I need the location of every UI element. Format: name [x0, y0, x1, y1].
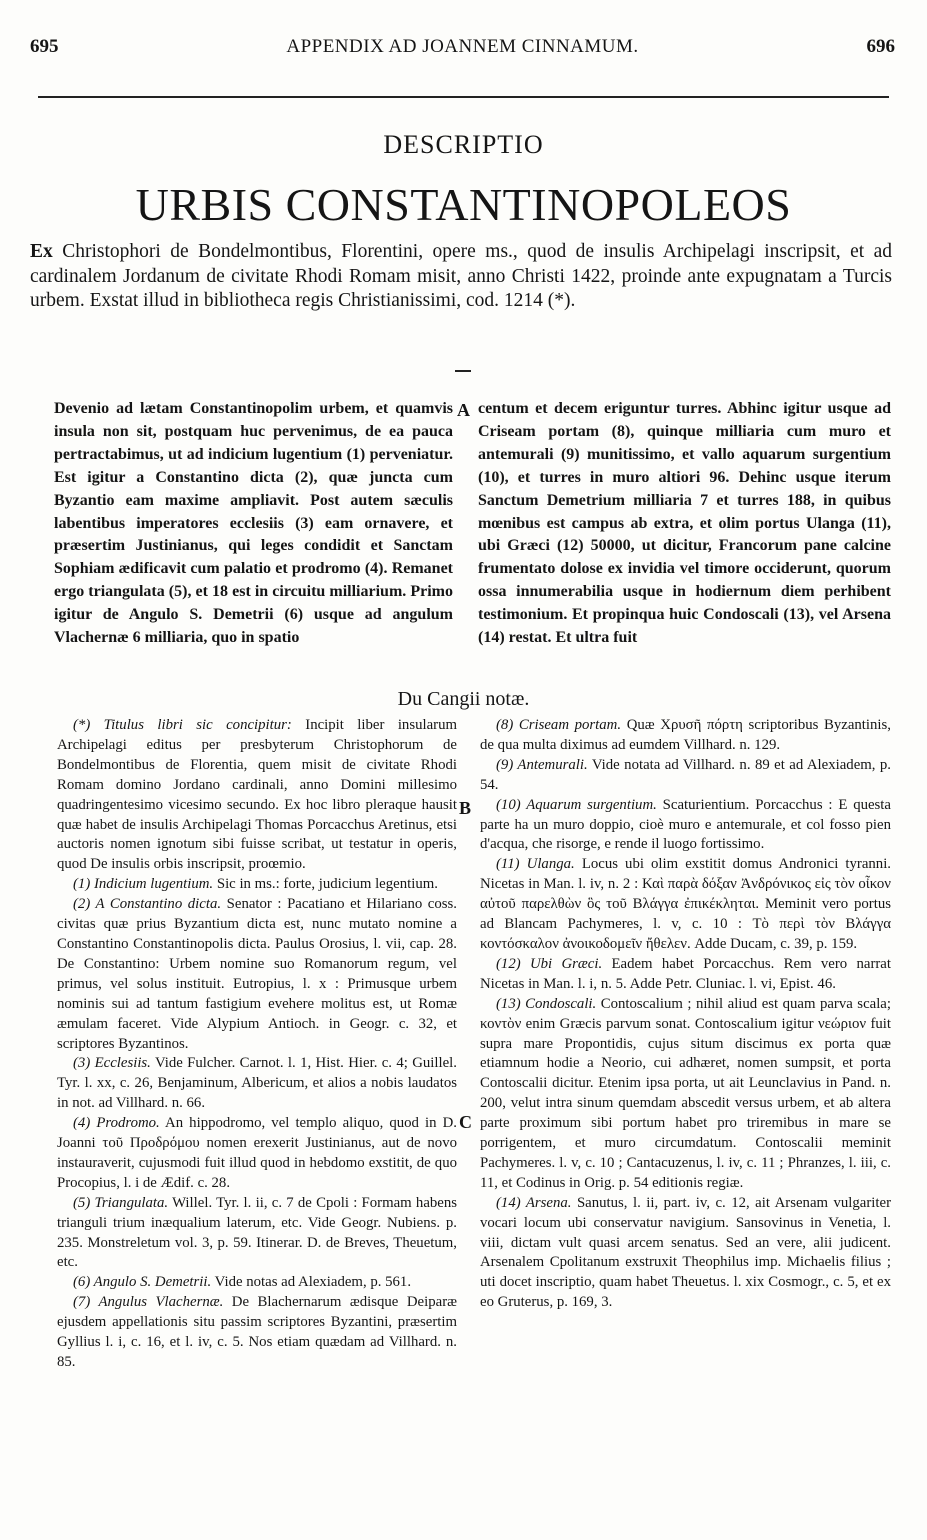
footnote [57, 716, 457, 875]
footnote [57, 1194, 457, 1274]
footnote [57, 1114, 457, 1194]
footnote [57, 1273, 457, 1293]
margin-letter-b: B [459, 798, 472, 818]
footnote-text: Vide Fulcher. Carnot. l. 1, Hist. Hier. c. 4; Guillel. Tyr. l. xx, c. 26, Benjaminum, Albericum, et alios a nobis laudatos in not. ad Villhard. n. 66. [57, 1055, 457, 1112]
footnote [57, 1293, 457, 1373]
footnote-lead: (5) Triangulata. [73, 1194, 169, 1211]
notes-column-left [57, 716, 457, 1491]
footnote-lead: (1) Indicium lugentium. [73, 876, 214, 893]
footnote-lead: (7) Angulus Vlachernæ. [73, 1294, 224, 1311]
footnote [57, 895, 457, 1054]
intro-paragraph [30, 240, 892, 314]
footnote [480, 756, 891, 796]
footnote [480, 955, 891, 995]
footnote-text: De Blachernarum ædisque Deiparæ ejusdem appellationis situ passim scriptores Byzantini, præsertim Gyllius l. i, c. 16, et l. iv, c. 5. Nos etiam quædam ad Villhard. n. 85. [57, 1294, 457, 1370]
footnote-text: Contoscalium ; nihil aliud est quam parva scala; κοντὸν enim Græcis parvum sonat. Contoscalium igitur νεώριον fuit supra mare Propontidis, cujus situm discimus ex porta quæ etiamnum hodie a Neorio, cui adhæret, nomen sumpsit, et porta Contoscalii dicitur. Etenim ipsa porta, ut ait Leunclavius in Pand. n. 200, velut intra sinum quemdam abscedit versus urbem, et ab altera parte proximum sibi portum habet pro triremibus in mare se porrigentem, et muro circumdatum. Contoscalii meminit Pachymeres. l. v, c. 10 ; Cantacuzenus, l. iv, c. 11 ; Phranzes, l. iii, c. 11, et Codinus in Orig. p. 54 editionis regiæ. [480, 995, 891, 1191]
footnote-lead: (6) Angulo S. Demetrii. [73, 1274, 212, 1291]
footnote-lead: (*) Titulus libri sic concipitur: [73, 717, 292, 733]
footnote-text: Quæ Χρυσῆ πόρτη scriptoribus Byzantinis, de qua multa diximus ad eumdem Villhard. n. 129. [480, 717, 891, 753]
section-dash [455, 370, 471, 372]
footnote [480, 855, 891, 955]
footnote-text: Eadem habet Porcacchus. Rem vero narrat Nicetas in Man. l. i, n. 5. Adde Petr. Cluniac. l. vi, Epist. 46. [480, 955, 891, 992]
footnote-text: Locus ubi olim exstitit domus Andronici tyranni. Nicetas in Man. l. iv, n. 2 : Καὶ παρὰ δόξαν Ἀνδρόνικος εἰς τὸν οἶκον αὐτοῦ παρελθὼν ὃς τοῦ Βλάγγα ἐπικέκληται. Meminit vero portus ad Blancam Pachymeres, l. v, c. 10 : Τὸ περὶ τὸν Βλάγγα κοντόσκαλον ἀνοικοδομεῖν ἤθελεν. Adde Ducam, c. 39, p. 159. [480, 856, 891, 952]
footnote-text: Willel. Tyr. l. ii, c. 7 de Cpoli : Formam habens trianguli trium inæqualium laterum, etc. Vide Geogr. Nubiens. p. 235. Monstreletum vol. 3, p. 59. Itinerar. D. de Breves, Theuetum, etc. [57, 1194, 457, 1271]
page-number-right: 696 [866, 36, 895, 57]
text-column-left: Devenio ad lætam Constantinopolim urbem, et quamvis insula non sit, postquam huc pervenimus, de ea pauca pertractabimus, ut ad indicium lugentium (1) perveniatur. Est igitur a Constantino dicta (2), quæ juncta cum Byzantio eam maxime ampliavit. Post autem sæculis labentibus imperatores ecclesiis (3) eam ornavere, et præsertim Justinianus, qui leges condidit et Sanctam Sophiam ædificavit cum palatio et prodromo (4). Remanet ergo triangulata (5), et 18 est in circuitu milliarium. Primo igitur de Angulo S. Demetrii (6) usque ad angulum Vlachernæ 6 milliaria, quo in spatio [54, 400, 453, 647]
notes-heading: Du Cangii notæ. [397, 688, 530, 710]
text-column-right: centum et decem eriguntur turres. Abhinc igitur usque ad Criseam portam (8), quinque milliaria cum muro et antemurali (9) munitissimo, et vallo aquarum surgentium (10), et turres in muro altiori 96. Dehinc usque iterum Sanctum Demetrium milliaria 7 et turres 188, in quibus mœnibus est campus ab extra, et olim portus Ulanga (11), ubi Græci (12) 50000, ut dicitur, Francorum pane calcine frumentato dolose ex invidia vel timore occiderunt, quorum ossa innumerabilia usque in hodiernum diem perhibent testimonium. Et propinqua huic Condoscali (13), vel Arsena (14) restat. Et ultra fuit [478, 400, 891, 647]
page-number-left: 695 [30, 36, 59, 57]
footnote-lead: (14) Arsena. [496, 1194, 572, 1211]
footnote [57, 875, 457, 895]
footnote-text: Vide notata ad Villhard. n. 89 et ad Alexiadem, p. 54. [480, 756, 891, 793]
footnote-text: Sanutus, l. ii, part. iv, c. 12, ait Arsenam vulgariter vocari locum ubi conservatur navigium. Sansovinus in Venetia, l. viii, dictam vult quasi arcem senatus. Sed an vere, alii judicent. Arsenalem Cpolitanum exstruxit Theophilus imp. Michaelis filius ; uti docet inscriptio, quam habet Theuetus. l. xix Cosmogr., c. 5, et ex eo Gruterus, p. 169, 3. [480, 1194, 891, 1311]
footnote-text: Sic in ms.: forte, judicium legentium. [216, 876, 438, 893]
footnote [57, 1054, 457, 1114]
footnote [480, 1194, 891, 1313]
footnote-lead: (2) A Constantino dicta. [73, 896, 222, 913]
footnote-text: Vide notas ad Alexiadem, p. 561. [214, 1274, 412, 1291]
footnote-lead: (8) Criseam portam. [496, 717, 622, 733]
title-line-2: URBIS CONSTANTINOPOLEOS [135, 179, 792, 230]
footnote-lead: (10) Aquarum surgentium. [496, 796, 657, 813]
footnote-lead: (11) Ulanga. [496, 856, 575, 873]
footnote-text: An hippodromo, vel templo aliquo, quod in D. Joanni τοῦ Προδρόμου nomen erexerit Justinianus, aut de novo instauraverit, cujusmodi fuit illud quod in hebdomo exstitit, de quo Procopius, l. i de Ædif. c. 28. [57, 1115, 457, 1191]
footnote-text: Incipit liber insularum Archipelagi editus per presbyterum Christophorum de Bondelmontibus de Florentia, quem misit de civitate Rhodi Romam domino Jordano cardinali, anno Domini millesimo quadringentesimo vicesimo secundo. Ex hoc libro pleraque hausit quæ habet de insulis Archipelagi Thomas Porcacchus Aretinus, etsi auctoris nomen ignotum sibi fuisse scribat, ut testatur in operis, quod De insulis orbis inscripsit, proœmio. [57, 717, 457, 873]
intro-text: Christophori de Bondelmontibus, Florentini, opere ms., quod de insulis Archipelagi inscripsit, et ad cardinalem Jordanum de civitate Rhodi Romam misit, anno Christi 1422, proinde ante expugnatam a Turcis urbem. Exstat illud in bibliotheca regis Christianissimi, cod. 1214 (*). [30, 241, 892, 311]
footnote-lead: (12) Ubi Græci. [496, 955, 603, 972]
footnote-lead: (13) Condoscali. [496, 995, 597, 1012]
footnote [480, 796, 891, 856]
running-header [30, 36, 895, 66]
header-rule [38, 96, 889, 98]
footnote-lead: (4) Prodromo. [73, 1115, 160, 1132]
running-title: APPENDIX AD JOANNEM CINNAMUM. [286, 36, 639, 57]
title-line-1: DESCRIPTIO [383, 130, 544, 159]
intro-initial: Ex [30, 241, 53, 262]
footnote [480, 716, 891, 756]
footnote [480, 995, 891, 1194]
footnote-lead: (3) Ecclesiis. [73, 1055, 151, 1072]
footnote-text: Scaturientium. Porcacchus : E questa parte ha un muro doppio, cioè muro e antemurale, et col fosso pien d'acqua, che risorge, e rende il luogo fortissimo. [480, 796, 891, 853]
margin-letter-a: A [457, 400, 470, 420]
footnote-text: Senator : Pacatiano et Hilariano coss. civitas quæ prius Byzantium dicta est, nunc mutato nomine a Constantino Constantinopolis dicta. Paulus Orosius, l. vii, cap. 28. De Constantino: Urbem nomine suo Romanorum regum, vel primus, vel solus instituit. Eutropius, l. x : Primusque urbem nominis sui ad tantum fastigium evehere molitus est, ut Romæ æmulam faceret. Vide Alypium Antioch. in Geogr. c. 32, et scriptores Byzantinos. [57, 896, 457, 1052]
margin-letter-c: C [459, 1112, 472, 1132]
notes-column-right [480, 716, 891, 1491]
footnote-lead: (9) Antemurali. [496, 756, 588, 773]
